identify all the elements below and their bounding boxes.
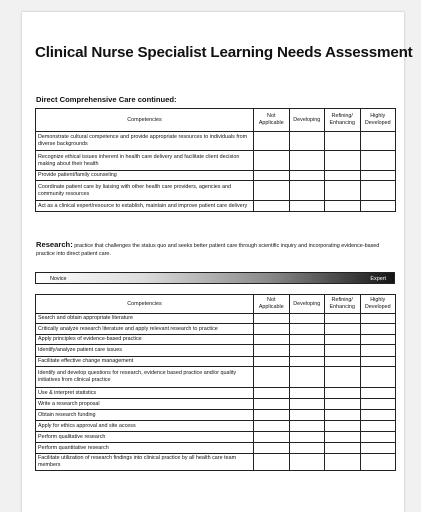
competency-cell: Apply principles of evidence-based practice: [36, 335, 254, 345]
rating-cell-not-applicable[interactable]: [254, 399, 290, 410]
rating-cell-not-applicable[interactable]: [254, 410, 290, 421]
column-header-developing: Developing: [289, 295, 325, 314]
rating-cell-not-applicable[interactable]: [254, 443, 290, 454]
competency-cell: Act as a clinical expert/resource to establish, maintain and improve patient care delivery: [36, 201, 254, 212]
rating-cell-developing[interactable]: [289, 454, 325, 471]
competency-cell: Write a research proposal: [36, 399, 254, 410]
rating-cell-developing[interactable]: [289, 132, 325, 151]
rating-cell-highly-developed[interactable]: [360, 132, 396, 151]
rating-cell-highly-developed[interactable]: [360, 324, 396, 335]
rating-cell-developing[interactable]: [289, 357, 325, 367]
rating-cell-refining-enhancing[interactable]: [325, 314, 361, 324]
rating-cell-not-applicable[interactable]: [254, 151, 290, 171]
rating-cell-highly-developed[interactable]: [360, 201, 396, 212]
scale-expert-label: Expert: [370, 275, 386, 282]
column-header-competencies: Competencies: [36, 109, 254, 132]
column-header-not-applicable: Not Applicable: [254, 295, 290, 314]
rating-cell-highly-developed[interactable]: [360, 443, 396, 454]
rating-cell-refining-enhancing[interactable]: [325, 421, 361, 432]
rating-cell-refining-enhancing[interactable]: [325, 388, 361, 399]
rating-cell-refining-enhancing[interactable]: [325, 432, 361, 443]
rating-cell-developing[interactable]: [289, 151, 325, 171]
table-row: [36, 399, 396, 410]
column-header-not-applicable: Not Applicable: [254, 109, 290, 132]
rating-cell-not-applicable[interactable]: [254, 388, 290, 399]
rating-cell-refining-enhancing[interactable]: [325, 454, 361, 471]
rating-cell-not-applicable[interactable]: [254, 201, 290, 212]
table-row: [36, 454, 396, 471]
scale-novice-label: Novice: [50, 275, 67, 282]
table-row: [36, 443, 396, 454]
rating-cell-not-applicable[interactable]: [254, 324, 290, 335]
competency-cell: Perform qualitative research: [36, 432, 254, 443]
rating-cell-developing[interactable]: [289, 399, 325, 410]
rating-cell-not-applicable[interactable]: [254, 432, 290, 443]
document-page: [22, 12, 413, 512]
rating-cell-highly-developed[interactable]: [360, 151, 396, 171]
competency-cell: Facilitate effective change management: [36, 357, 254, 367]
competency-cell: Identify and develop questions for research, evidence based practice and/or quality initiatives from clinical practice: [36, 367, 254, 388]
column-header-highly-developed: Highly Developed: [360, 295, 396, 314]
column-header-refining-enhancing: Refining/ Enhancing: [325, 295, 361, 314]
rating-cell-highly-developed[interactable]: [360, 345, 396, 357]
competency-cell: Coordinate patient care by liaising with other health care providers, agencies and community resources: [36, 181, 254, 201]
rating-cell-not-applicable[interactable]: [254, 454, 290, 471]
rating-cell-refining-enhancing[interactable]: [325, 181, 361, 201]
table-header-row: [36, 109, 396, 132]
table-row: [36, 132, 396, 151]
competency-cell: Demonstrate cultural competence and provide appropriate resources to individuals from diverse backgrounds: [36, 132, 254, 151]
rating-cell-highly-developed[interactable]: [360, 388, 396, 399]
table-row: [36, 357, 396, 367]
competency-cell: Apply for ethics approval and site access: [36, 421, 254, 432]
competency-cell: Perform quantitative research: [36, 443, 254, 454]
table-row: [36, 432, 396, 443]
rating-cell-refining-enhancing[interactable]: [325, 399, 361, 410]
competency-cell: Provide patient/family counseling: [36, 171, 254, 181]
rating-cell-refining-enhancing[interactable]: [325, 171, 361, 181]
rating-cell-developing[interactable]: [289, 314, 325, 324]
rating-cell-developing[interactable]: [289, 410, 325, 421]
rating-cell-highly-developed[interactable]: [360, 454, 396, 471]
rating-cell-refining-enhancing[interactable]: [325, 201, 361, 212]
competency-cell: Identify/analyze patient care issues: [36, 345, 254, 357]
column-header-highly-developed: Highly Developed: [360, 109, 396, 132]
rating-cell-highly-developed[interactable]: [360, 314, 396, 324]
rating-cell-not-applicable[interactable]: [254, 421, 290, 432]
table-row: [36, 151, 396, 171]
rating-cell-not-applicable[interactable]: [254, 171, 290, 181]
rating-cell-highly-developed[interactable]: [360, 357, 396, 367]
column-header-developing: Developing: [289, 109, 325, 132]
rating-cell-not-applicable[interactable]: [254, 345, 290, 357]
novice-expert-scale: [35, 272, 395, 284]
rating-cell-not-applicable[interactable]: [254, 367, 290, 388]
competency-cell: Recognize ethical issues inherent in health care delivery and facilitate client decision making about their health: [36, 151, 254, 171]
direct-care-competency-table: [35, 108, 396, 212]
rating-cell-developing[interactable]: [289, 335, 325, 345]
table-row: [36, 314, 396, 324]
rating-cell-developing[interactable]: [289, 345, 325, 357]
table-row: [36, 201, 396, 212]
competency-cell: Facilitate utilization of research findings into clinical practice by all health care team members: [36, 454, 254, 471]
rating-cell-developing[interactable]: [289, 388, 325, 399]
research-description: [36, 241, 396, 258]
rating-cell-not-applicable[interactable]: [254, 181, 290, 201]
table-row: [36, 388, 396, 399]
rating-cell-developing[interactable]: [289, 171, 325, 181]
rating-cell-not-applicable[interactable]: [254, 335, 290, 345]
rating-cell-developing[interactable]: [289, 432, 325, 443]
rating-cell-developing[interactable]: [289, 201, 325, 212]
rating-cell-highly-developed[interactable]: [360, 410, 396, 421]
column-header-competencies: Competencies: [36, 295, 254, 314]
table-row: [36, 324, 396, 335]
rating-cell-refining-enhancing[interactable]: [325, 324, 361, 335]
table-row: [36, 171, 396, 181]
competency-cell: Search and obtain appropriate literature: [36, 314, 254, 324]
rating-cell-highly-developed[interactable]: [360, 171, 396, 181]
column-header-refining-enhancing: Refining/ Enhancing: [325, 109, 361, 132]
rating-cell-refining-enhancing[interactable]: [325, 151, 361, 171]
rating-cell-refining-enhancing[interactable]: [325, 410, 361, 421]
research-text: practice that challenges the status quo and seeks better patient care through scientific inquiry and incorporating evidence-based practice into direct patient care.: [36, 243, 380, 257]
research-competency-table: [35, 294, 396, 471]
rating-cell-not-applicable[interactable]: [254, 314, 290, 324]
table-row: [36, 335, 396, 345]
research-label: Research:: [36, 240, 73, 249]
table-row: [36, 367, 396, 388]
rating-cell-highly-developed[interactable]: [360, 367, 396, 388]
section-heading-direct-care: Direct Comprehensive Care continued:: [36, 95, 177, 104]
rating-cell-highly-developed[interactable]: [360, 335, 396, 345]
rating-cell-highly-developed[interactable]: [360, 432, 396, 443]
rating-cell-highly-developed[interactable]: [360, 399, 396, 410]
rating-cell-developing[interactable]: [289, 324, 325, 335]
table-row: [36, 410, 396, 421]
rating-cell-refining-enhancing[interactable]: [325, 443, 361, 454]
rating-cell-highly-developed[interactable]: [360, 181, 396, 201]
rating-cell-not-applicable[interactable]: [254, 357, 290, 367]
rating-cell-developing[interactable]: [289, 181, 325, 201]
competency-cell: Use & interpret statistics: [36, 388, 254, 399]
rating-cell-developing[interactable]: [289, 421, 325, 432]
rating-cell-not-applicable[interactable]: [254, 132, 290, 151]
rating-cell-refining-enhancing[interactable]: [325, 345, 361, 357]
competency-cell: Obtain research funding: [36, 410, 254, 421]
rating-cell-refining-enhancing[interactable]: [325, 132, 361, 151]
rating-cell-developing[interactable]: [289, 367, 325, 388]
rating-cell-refining-enhancing[interactable]: [325, 335, 361, 345]
rating-cell-refining-enhancing[interactable]: [325, 357, 361, 367]
table-row: [36, 345, 396, 357]
rating-cell-refining-enhancing[interactable]: [325, 367, 361, 388]
document-title: Clinical Nurse Specialist Learning Needs Assessment: [35, 44, 413, 61]
table-row: [36, 181, 396, 201]
table-row: [36, 421, 396, 432]
competency-cell: Critically analyze research literature and apply relevant research to practice: [36, 324, 254, 335]
rating-cell-developing[interactable]: [289, 443, 325, 454]
rating-cell-highly-developed[interactable]: [360, 421, 396, 432]
table-header-row: [36, 295, 396, 314]
